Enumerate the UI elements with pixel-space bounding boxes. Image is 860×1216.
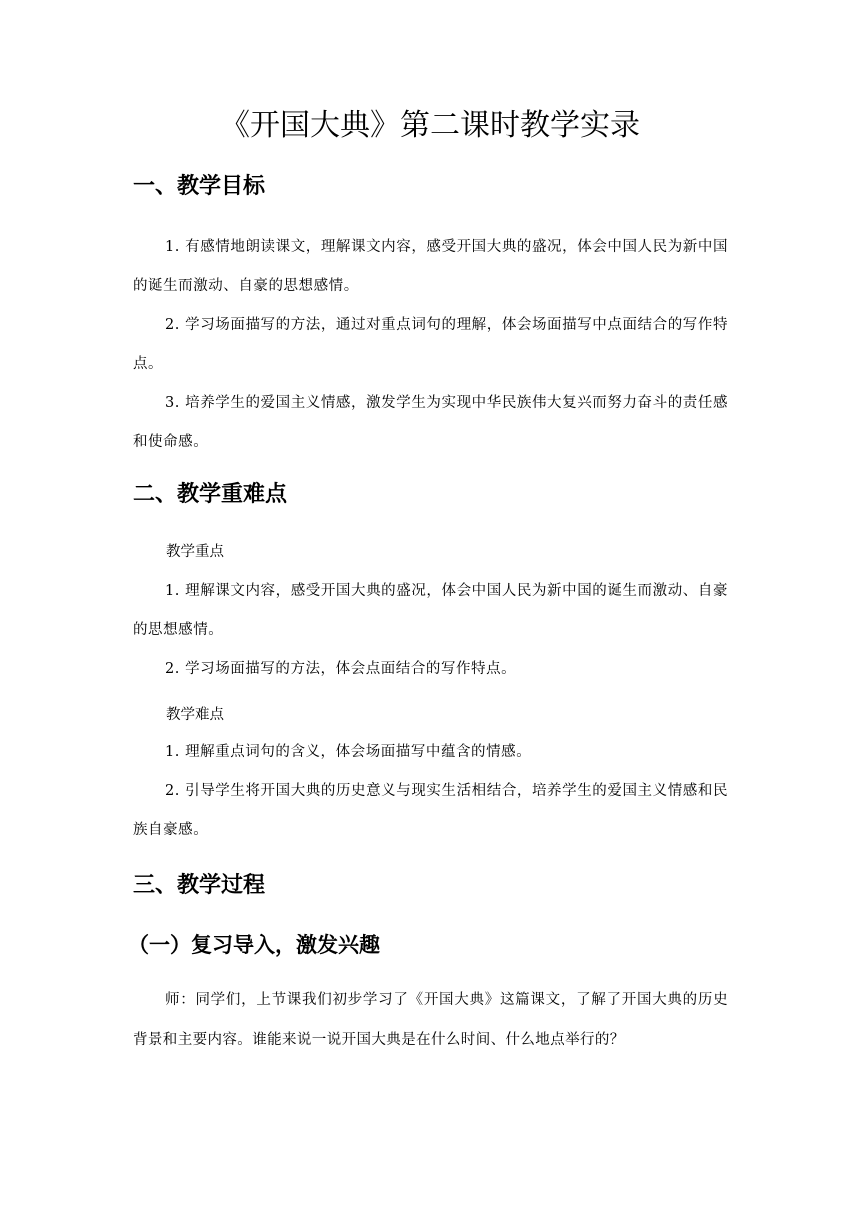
difficult-point-item-2: 2. 引导学生将开国大典的历史意义与现实生活相结合，培养学生的爱国主义情感和民族自豪感。 bbox=[133, 783, 728, 838]
difficult-points-label: 教学难点 bbox=[166, 707, 224, 723]
key-point-item-2: 2. 学习场面描写的方法，体会点面结合的写作特点。 bbox=[165, 661, 517, 677]
objective-item-2: 2. 学习场面描写的方法，通过对重点词句的理解，体会场面描写中点面结合的写作特点。 bbox=[133, 317, 728, 372]
key-point-item-1: 1. 理解课文内容，感受开国大典的盛况，体会中国人民为新中国的诞生而激动、自豪的思想感情。 bbox=[133, 583, 728, 638]
subsection-heading-review: （一）复习导入，激发兴趣 bbox=[128, 932, 380, 957]
objective-item-3: 3. 培养学生的爱国主义情感，激发学生为实现中华民族伟大复兴而努力奋斗的责任感和使命感。 bbox=[133, 395, 728, 450]
section-heading-process: 三、教学过程 bbox=[133, 873, 266, 898]
document-title: 《开国大典》第二课时教学实录 bbox=[220, 108, 640, 143]
section-heading-key-points: 二、教学重难点 bbox=[133, 482, 288, 507]
objective-item-1: 1. 有感情地朗读课文，理解课文内容，感受开国大典的盛况，体会中国人民为新中国的诞生而激动、自豪的思想感情。 bbox=[133, 239, 728, 294]
section-heading-objectives: 一、教学目标 bbox=[133, 174, 266, 199]
key-points-label: 教学重点 bbox=[166, 544, 224, 560]
difficult-point-item-1: 1. 理解重点词句的含义，体会场面描写中蕴含的情感。 bbox=[165, 744, 532, 760]
dialog-paragraph-1: 师：同学们，上节课我们初步学习了《开国大典》这篇课文，了解了开国大典的历史背景和主要内容。谁能来说一说开国大典是在什么时间、什么地点举行的？ bbox=[133, 992, 728, 1048]
